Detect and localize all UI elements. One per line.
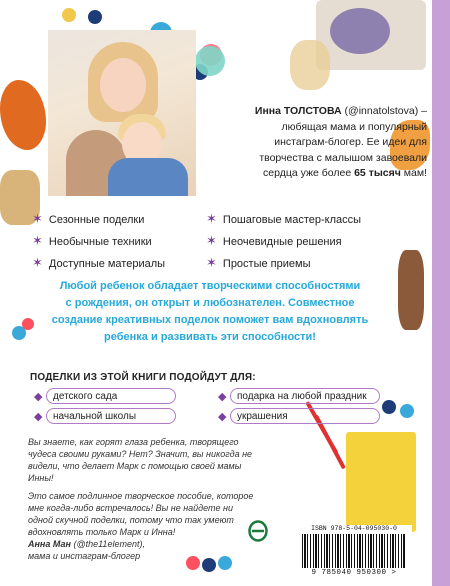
star-icon: ✶ xyxy=(206,233,217,248)
diamond-icon: ◆ xyxy=(218,391,227,403)
quote-paragraph: Вы знаете, как горят глаза ребенка, творящего чудеса своими руками? Нет? Значит, вы никогда не видели, что делает Марк с помощью своей мамы Инны! xyxy=(28,437,253,483)
yellow-card-decoration xyxy=(346,432,416,532)
feature-item xyxy=(32,255,165,271)
quote-paragraph: Это самое подлинное творческое пособие, которое мне когда-либо встречалось! Вы не найдете ни одной скучной поделки, потому что так умеют вдохновлять только Марк и Инна! xyxy=(28,491,254,537)
suits-chip: украшения xyxy=(230,408,380,424)
pompom-decoration xyxy=(202,558,216,572)
pompom-decoration xyxy=(195,46,225,76)
bio-line: сердца уже более xyxy=(263,167,352,179)
lead-line: с рождения, он открыт и любознателен. Совместное xyxy=(65,297,355,309)
feature-item xyxy=(206,211,361,227)
author-last-name: ТОЛСТОВА xyxy=(283,105,342,117)
suits-chip: начальной школы xyxy=(46,408,176,424)
leaf-decoration xyxy=(0,80,46,150)
bio-line: любящая мама и популярный xyxy=(281,120,427,133)
barcode-image xyxy=(302,534,406,568)
subscriber-count: 65 тысяч xyxy=(354,167,401,179)
feature-label: Сезонные поделки xyxy=(48,214,145,226)
barcode-block xyxy=(296,525,412,580)
suits-chip: детского сада xyxy=(46,388,176,404)
diamond-icon: ◆ xyxy=(218,411,227,423)
feature-item xyxy=(206,233,342,249)
star-icon: ✶ xyxy=(32,211,43,226)
seeds-decoration xyxy=(290,40,330,90)
pompom-decoration xyxy=(382,400,396,414)
feature-label: Доступные материалы xyxy=(48,258,166,270)
lead-paragraph xyxy=(40,278,380,346)
lead-line: Любой ребенок обладает творческими способностями xyxy=(59,280,361,292)
spine-strip xyxy=(432,0,450,586)
pompom-decoration xyxy=(186,556,200,570)
review-author xyxy=(28,538,145,562)
pompom-decoration xyxy=(22,318,34,330)
author-bio xyxy=(205,104,427,182)
feature-label: Пошаговые мастер-классы xyxy=(222,214,362,226)
review-author-name: Анна Ман xyxy=(28,539,71,549)
review-author-handle: (@the11element), xyxy=(73,539,145,549)
star-icon: ✶ xyxy=(206,255,217,270)
bio-line: творчества с малышом завоевали xyxy=(259,151,427,164)
review-author-role: мама и инстаграм-блогер xyxy=(28,551,141,561)
bio-line: инстаграм-блогер. Ее идеи для xyxy=(274,136,427,148)
feature-label: Необычные техники xyxy=(48,236,152,248)
star-icon: ✶ xyxy=(206,211,217,226)
berries-decoration xyxy=(398,250,424,330)
lead-line: создание креативных поделок поможет вам вдохновлять xyxy=(51,314,369,326)
flower-center-decoration xyxy=(330,8,390,54)
suits-chip: подарка на любой праздник xyxy=(230,388,380,404)
publisher-logo-icon xyxy=(248,520,268,542)
feature-label: Неочевидные решения xyxy=(222,236,342,248)
lead-line: ребенка и развивать эти способности! xyxy=(104,331,316,343)
pompom-decoration xyxy=(218,556,232,570)
barcode-number: 9 785040 950300 > xyxy=(311,569,397,577)
bio-line: мам! xyxy=(403,167,427,179)
author-handle: (@innatolstova) – xyxy=(344,105,427,117)
suits-title: ПОДЕЛКИ ИЗ ЭТОЙ КНИГИ ПОДОЙДУТ ДЛЯ: xyxy=(30,372,256,383)
pompom-decoration xyxy=(400,404,414,418)
author-photo xyxy=(48,30,196,196)
feature-item xyxy=(32,233,152,249)
review-quote xyxy=(28,436,258,544)
star-icon: ✶ xyxy=(32,255,43,270)
pompom-decoration xyxy=(62,8,76,22)
diamond-icon: ◆ xyxy=(34,411,43,423)
isbn-label: ISBN 978-5-04-095030-0 xyxy=(311,525,397,532)
diamond-icon: ◆ xyxy=(34,391,43,403)
pompom-decoration xyxy=(88,10,102,24)
star-icon: ✶ xyxy=(32,233,43,248)
feature-item xyxy=(32,211,144,227)
feature-item xyxy=(206,255,310,271)
feature-label: Простые приемы xyxy=(222,258,311,270)
author-first-name: Инна xyxy=(254,105,281,117)
